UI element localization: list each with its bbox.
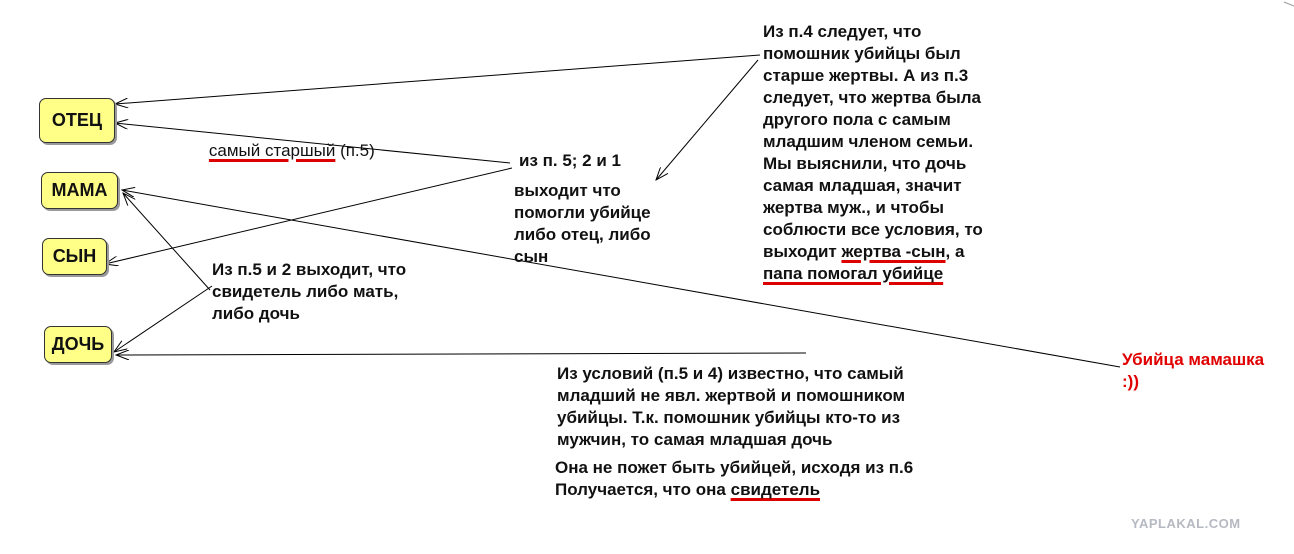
note-killer-line2: :)) bbox=[1122, 372, 1139, 391]
note-from-p4-comma: , а bbox=[945, 242, 965, 261]
arrow-p4-to-p5-note bbox=[656, 60, 758, 180]
top-right-corner-mark bbox=[1284, 2, 1294, 6]
note-conditions-line-b bbox=[555, 479, 820, 501]
note-from-p5-body: выходит что помогли убийце либо отец, либо сын bbox=[514, 181, 651, 266]
arrow-p4-to-father bbox=[115, 55, 760, 104]
arrow-witness-to-mother bbox=[123, 193, 210, 290]
node-father: ОТЕЦ bbox=[39, 98, 115, 143]
note-conditions-line-a: Она не пожет быть убийцей, исходя из п.6 bbox=[555, 458, 914, 477]
note-conditions-body: Из условий (п.5 и 4) известно, что самый младший не явл. жертвой и помошником убийцы. Т.к. помошник убийцы кто-то из мужчин, то самая младшая дочь bbox=[557, 364, 906, 449]
note-from-p5-title: из п. 5; 2 и 1 bbox=[519, 151, 621, 170]
note-from-p4-victim: жертва -сын bbox=[841, 242, 946, 261]
node-son: СЫН bbox=[42, 238, 107, 275]
note-conditions-line-b-prefix: Получается, что она bbox=[555, 480, 731, 499]
note-from-p4 bbox=[763, 21, 983, 285]
watermark: YAPLAKAL.COM bbox=[1131, 516, 1241, 531]
note-witness: Из п.5 и 2 выходит, что свидетель либо мать, либо дочь bbox=[212, 260, 407, 323]
note-killer-line1: Убийца мамашка bbox=[1122, 350, 1265, 369]
node-daughter: ДОЧЬ bbox=[44, 326, 112, 363]
note-eldest bbox=[190, 118, 375, 184]
note-eldest-underlined: самый старшый bbox=[208, 141, 336, 160]
note-from-p4-dad-helped: папа помогал убийце bbox=[763, 264, 944, 283]
node-mother: МАМА bbox=[41, 172, 118, 209]
note-conditions-witness-underlined: свидетель bbox=[730, 480, 821, 499]
arrow-witness-to-daughter bbox=[114, 286, 212, 352]
note-eldest-rest: (п.5) bbox=[335, 141, 375, 160]
note-from-p4-body: Из п.4 следует, что помошник убийцы был старше жертвы. А из п.3 следует, что жертва была другого пола с самым младшим членом семьи. Мы выяснили, что дочь самая младшая, значит жертва муж., и чтобы соблюсти все условия, то выходит bbox=[763, 22, 983, 261]
arrow-conditions-to-daughter bbox=[116, 353, 806, 355]
